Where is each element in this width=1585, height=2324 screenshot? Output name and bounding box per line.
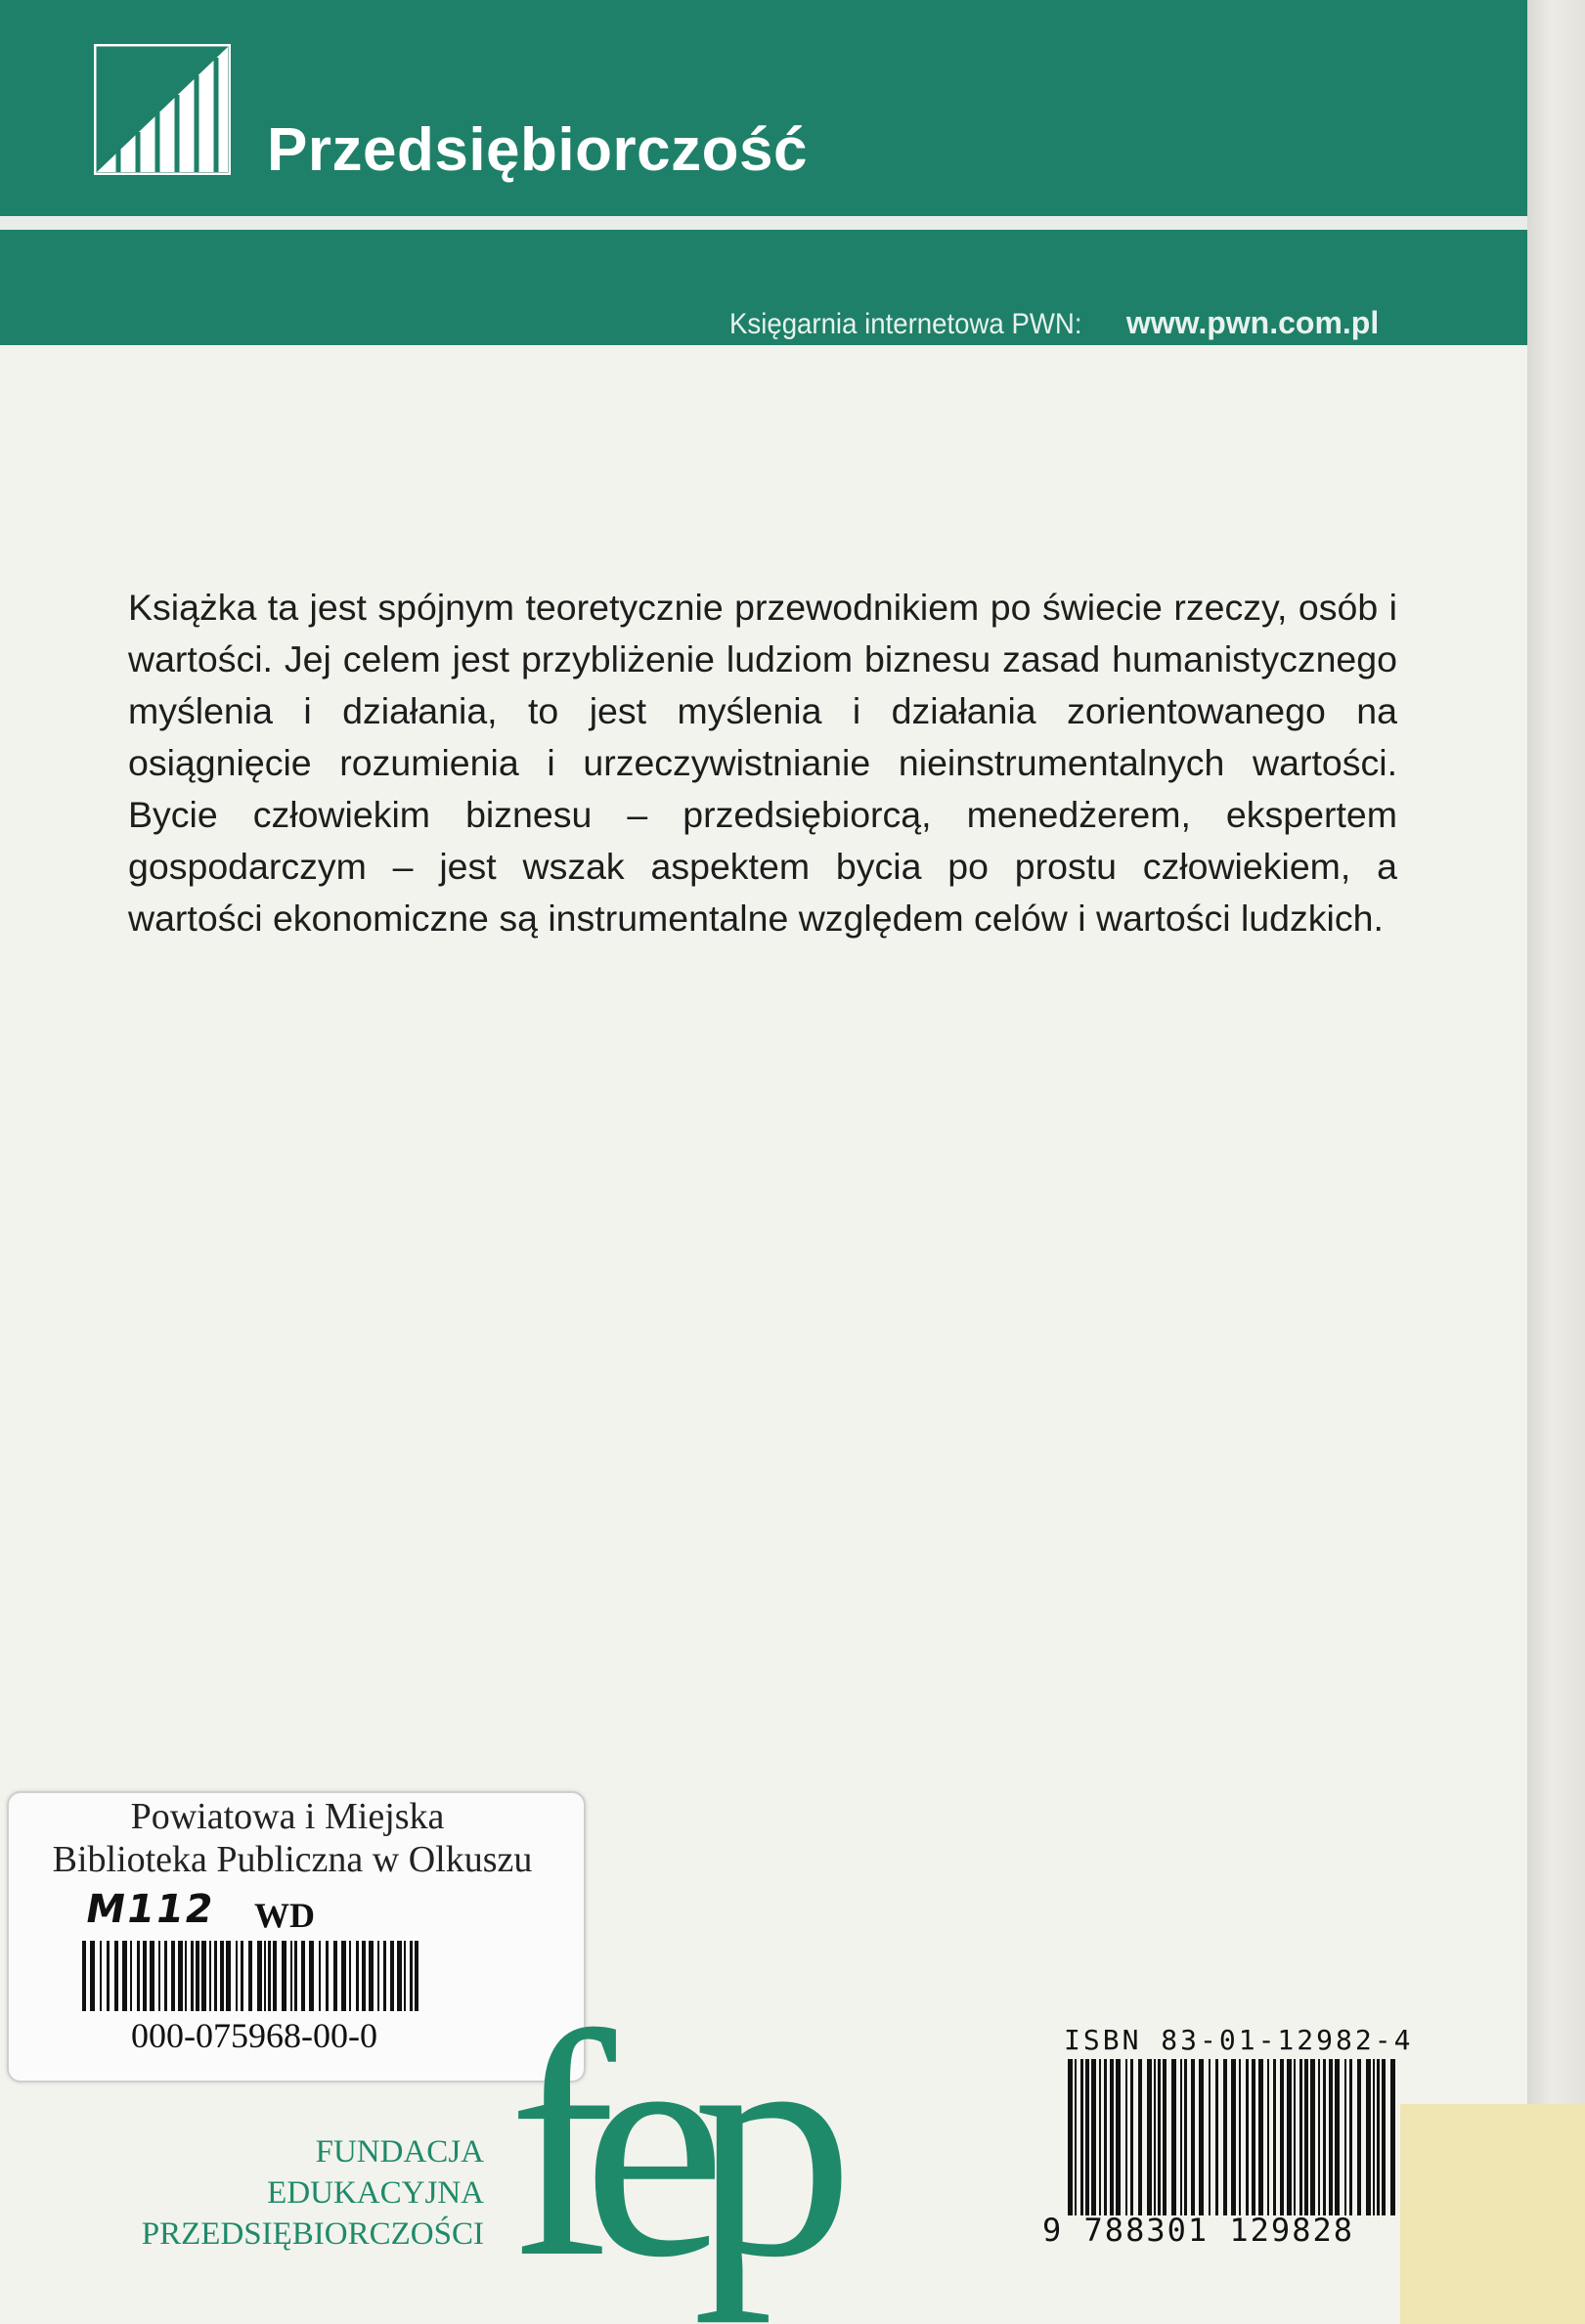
handwritten-shelfmark: M112 [81,1887,219,1932]
library-name-line2: Biblioteka Publiczna w Olkuszu [52,1839,533,1880]
publisher-name-line1: FUNDACJA [315,2134,484,2170]
series-title: Przedsiębiorczość [267,116,808,184]
library-name-line1: Powiatowa i Miejska [130,1796,445,1837]
publisher-name-line2: EDUKACYJNA [267,2175,484,2211]
bookstore-label: Księgarnia internetowa PWN: [729,308,1082,340]
publisher-logo-mark: fep [508,1967,821,2324]
yellow-label-sticker [1400,2104,1585,2324]
isbn-label: ISBN 83-01-12982-4 [1064,2024,1414,2056]
header-divider [0,216,1527,230]
online-bookstore-line [729,305,1379,341]
library-inventory-number: 000-075968-00-0 [131,2016,377,2055]
publisher-name-line3: PRZEDSIĘBIORCZOŚCI [141,2216,484,2252]
ean-number: 9 788301 129828 [1042,2212,1354,2249]
rising-bars-logo-icon [94,44,231,175]
spine-edge [1527,0,1585,2324]
bookstore-url[interactable]: www.pwn.com.pl [1125,305,1380,340]
library-barcode-icon [82,1941,422,2011]
book-description: Książka ta jest spójnym teoretycznie przewodnikiem po świecie rzeczy, osób i wartości. Jej celem jest przybliżenie ludziom biznesu zasad humanistycznego myślenia i działania, to jest myślenia i działania zorientowanego na osiągnięcie rozumienia i urzeczywistnianie nieinstrumentalnych wartości. Bycie człowiekim biznesu – przedsiębiorcą, menedżerem, ekspertem gospodarczym – jest wszak aspektem bycia po prostu człowiekiem, a wartości ekonomiczne są instrumentalne względem celów i wartości ludzkich. [128,587,1397,939]
ean-barcode-icon [1068,2059,1400,2215]
shelf-code: WD [254,1896,315,1935]
